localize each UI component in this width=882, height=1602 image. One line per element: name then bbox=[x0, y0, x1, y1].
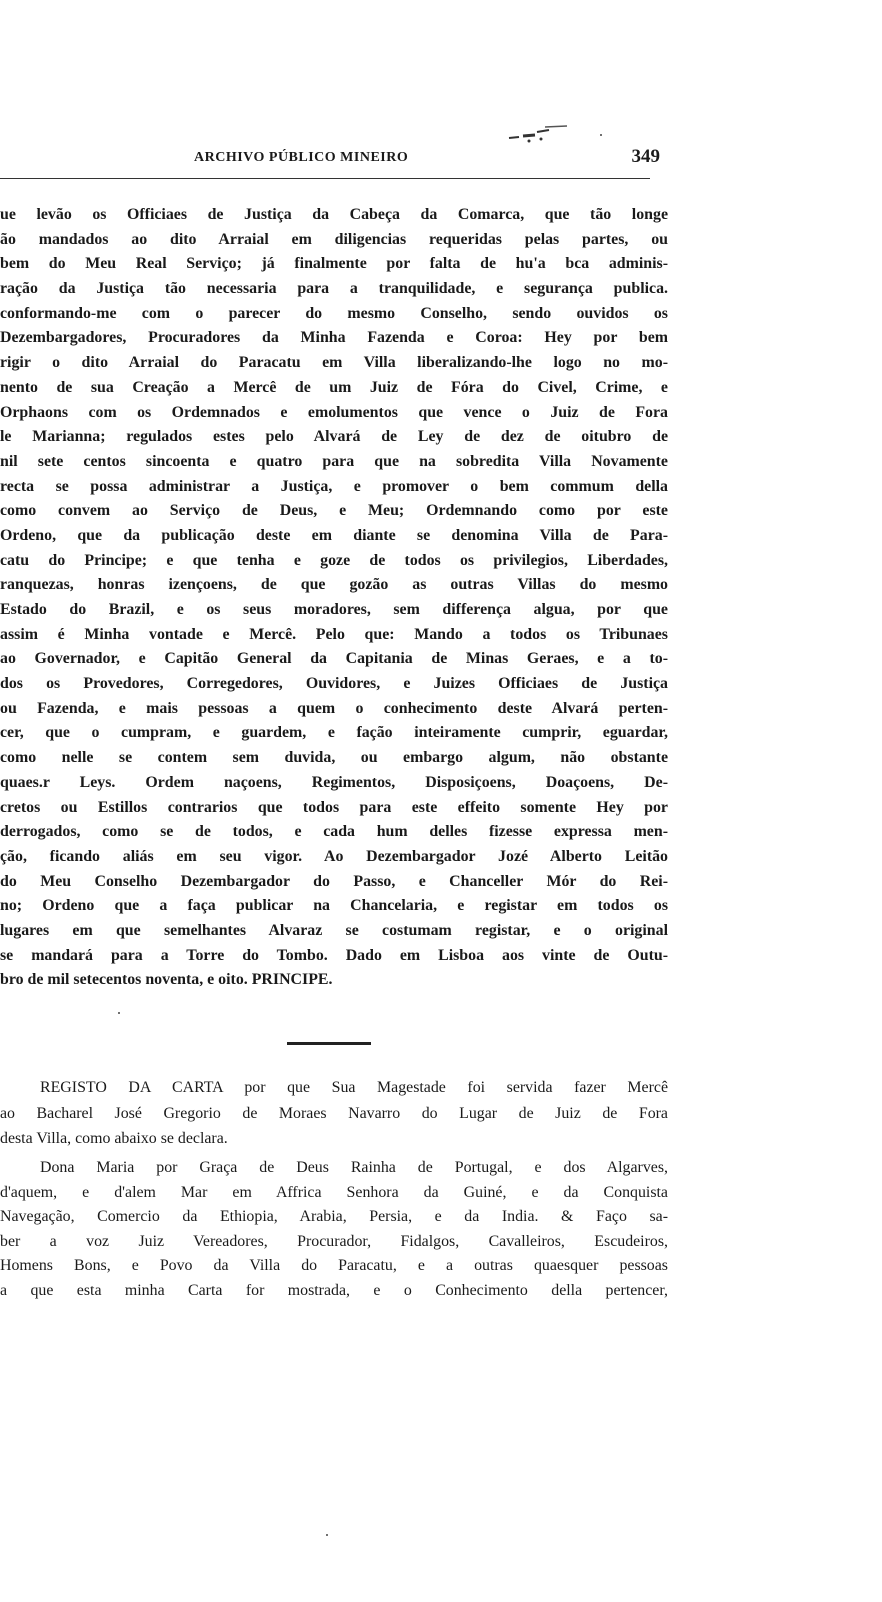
text-line: d'aquem, e d'alem Mar em Affrica Senhora da Guiné, e da Conquista bbox=[0, 1183, 668, 1201]
alvara-text bbox=[0, 203, 668, 993]
print-speck bbox=[600, 134, 602, 136]
text-line: ber a voz Juiz Vereadores, Procurador, Fidalgos, Cavalleiros, Escudeiros, bbox=[0, 1232, 668, 1250]
text-line: como nelle se contem sem duvida, ou embargo algum, não obstante bbox=[0, 749, 668, 767]
text-line: conformando-me com o parecer do mesmo Conselho, sendo ouvidos os bbox=[0, 304, 668, 322]
text-line: Dezembargadores, Procuradores da Minha Fazenda e Coroa: Hey por bem bbox=[0, 329, 668, 347]
header-rule bbox=[0, 178, 650, 179]
text-line: quaes.r Leys. Ordem naçoens, Regimentos, Disposiçoens, Doaçoens, De- bbox=[0, 773, 668, 791]
text-line: ue levão os Officiaes de Justiça da Cabeça da Comarca, que tão longe bbox=[0, 206, 668, 223]
printer-ornament-icon bbox=[505, 124, 575, 148]
text-line: Orphaons com os Ordemnados e emolumentos que vence o Juiz de Fora bbox=[0, 403, 668, 421]
text-line: bro de mil setecentos noventa, e oito. PRINCIPE. bbox=[0, 971, 333, 989]
text-line: Homens Bons, e Povo da Villa do Paracatu, e a outras quaesquer pessoas bbox=[0, 1257, 668, 1274]
text-line: cer, que o cumpram, e guardem, e fação inteiramente cumprir, eguardar, bbox=[0, 724, 668, 742]
text-line: assim é Minha vontade e Mercê. Pelo que: Mando a todos os Tribunaes bbox=[0, 625, 668, 643]
page-number: 349 bbox=[631, 146, 660, 167]
print-speck bbox=[118, 1012, 120, 1014]
text-line: ração da Justiça tão necessaria para a tranquilidade, e segurança publica. bbox=[0, 280, 668, 298]
text-line: nento de sua Creação a Mercê de um Juiz de Fóra do Civel, Crime, e bbox=[0, 378, 668, 396]
text-line: ranquezas, honras izençoens, de que gozão as outras Villas do mesmo bbox=[0, 576, 668, 594]
text-line: recta se possa administrar a Justiça, e promover o bem commum della bbox=[0, 477, 668, 495]
text-line: rigir o dito Arraial do Paracatu em Villa liberalizando-lhe logo no mo- bbox=[0, 354, 668, 372]
text-line: derrogados, como se de todos, e cada hum delles fizesse expressa men- bbox=[0, 823, 668, 841]
text-line: a que esta minha Carta for mostrada, e o Conhecimento della pertencer, bbox=[0, 1281, 668, 1299]
text-line: le Marianna; regulados estes pelo Alvará de Ley de dez de oitubro de bbox=[0, 428, 668, 446]
text-line: Ordeno, que da publicação deste em diante se denomina Villa de Para- bbox=[0, 526, 668, 544]
text-line: dos os Provedores, Corregedores, Ouvidores, e Juizes Officiaes de Justiça bbox=[0, 675, 668, 693]
text-line: Estado do Brazil, e os seus moradores, sem differença algua, por que bbox=[0, 601, 668, 618]
text-line: ção, ficando aliás em seu vigor. Ao Dezembargador Jozé Alberto Leitão bbox=[0, 847, 668, 865]
heading-line: REGISTO DA CARTA por que Sua Magestade foi servida fazer Mercê bbox=[40, 1079, 668, 1096]
text-line: bem do Meu Real Serviço; já finalmente por falta de hu'a bca adminis- bbox=[0, 255, 668, 273]
text-line: como convem ao Serviço de Deus, e Meu; Ordemnando como por este bbox=[0, 502, 668, 520]
carta-text bbox=[0, 1156, 668, 1303]
text-line: ao Governador, e Capitão General da Capitania de Minas Geraes, e a to- bbox=[0, 650, 668, 668]
print-speck bbox=[326, 1534, 328, 1536]
section-divider bbox=[287, 1042, 371, 1045]
text-line: catu do Principe; e que tenha e goze de todos os privilegios, Liberdades, bbox=[0, 551, 668, 569]
text-line: cretos ou Estillos contrarios que todos para este effeito somente Hey por bbox=[0, 798, 668, 816]
heading-line: desta Villa, como abaixo se declara. bbox=[0, 1130, 228, 1147]
text-line: Dona Maria por Graça de Deus Rainha de Portugal, e dos Algarves, bbox=[40, 1159, 668, 1176]
running-head bbox=[190, 146, 660, 170]
registo-heading bbox=[0, 1075, 668, 1152]
running-title: ARCHIVO PÚBLICO MINEIRO bbox=[194, 150, 409, 165]
text-line: ão mandados ao dito Arraial em diligencias requeridas pelas partes, ou bbox=[0, 230, 668, 248]
heading-line: ao Bacharel José Gregorio de Moraes Navarro do Lugar de Juiz de Fora bbox=[0, 1104, 668, 1122]
text-line: lugares em que semelhantes Alvaraz se costumam registar, e o original bbox=[0, 921, 668, 939]
text-line: nil sete centos sincoenta e quatro para que na sobredita Villa Novamente bbox=[0, 452, 668, 470]
text-line: se mandará para a Torre do Tombo. Dado em Lisboa aos vinte de Outu- bbox=[0, 946, 668, 964]
text-line: Navegação, Comercio da Ethiopia, Arabia, Persia, e da India. & Faço sa- bbox=[0, 1208, 668, 1225]
text-line: do Meu Conselho Dezembargador do Passo, e Chanceller Mór do Rei- bbox=[0, 872, 668, 890]
text-line: no; Ordeno que a faça publicar na Chancelaria, e registar em todos os bbox=[0, 897, 668, 915]
text-line: ou Fazenda, e mais pessoas a quem o conhecimento deste Alvará perten- bbox=[0, 699, 668, 717]
